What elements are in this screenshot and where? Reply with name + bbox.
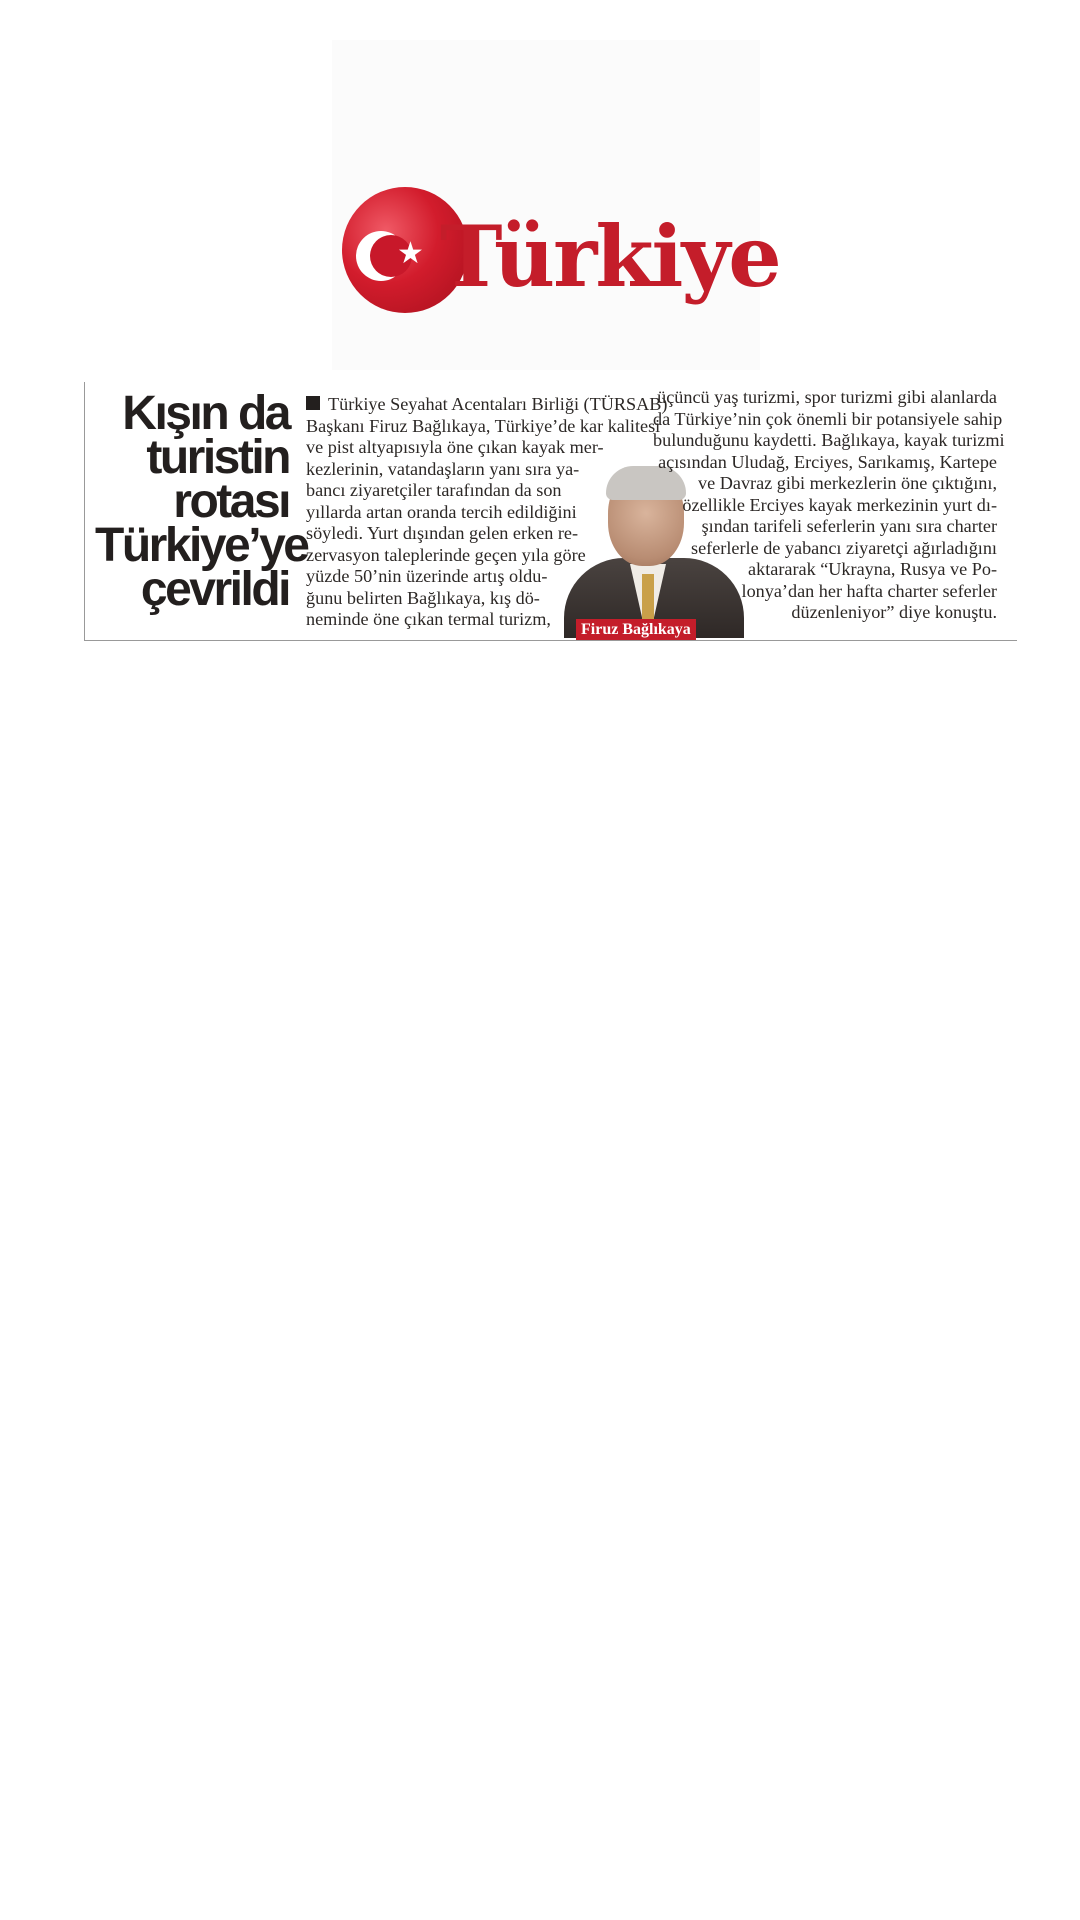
- bullet-square-icon: [306, 396, 320, 410]
- article-column-1: Türkiye Seyahat Acentaları Birliği (TÜRSAB) Başkanı Firuz Bağlıkaya, Türkiye’de kar kalitesi ve pist altyapısıyla öne çıkan kayak mer- kezlerinin, vatandaşların yanı sıra ya- bancı ziyaretçiler tarafından da son yıllarda artan oranda tercih edildiğini söyledi. Yurt dışından gelen erken re- zervasyon taleplerinde geçen yıla göre yüzde 50’nin üzerinde artış oldu- ğunu belirten Bağlıkaya, kış dö- neminde öne çıkan termal turizm,: [306, 394, 668, 629]
- star-icon: ★: [397, 236, 424, 271]
- logo-wordmark: Türkiye: [440, 207, 780, 306]
- turkiye-logo: [342, 187, 780, 325]
- article-headline: Kışın da turistin rotası Türkiye’ye çevrildi: [95, 387, 308, 616]
- masthead: [332, 40, 780, 370]
- article-column-2: üçüncü yaş turizmi, spor turizmi gibi alanlarda da Türkiye’nin çok önemli bir potansiyele sahip bulunduğunu kaydetti. Bağlıkaya, kayak turizmi açısından Uludağ, Erciyes, Sarıkamış, Kartepe ve Davraz gibi merkezlerin öne çıktığını, özellikle Erciyes kayak merkezinin yurt dı- şından tarifeli seferlerin yanı sıra charter seferlerle de yabancı ziyaretçi ağırladığını aktararak “Ukrayna, Rusya ve Po- lonya’dan her hafta charter seferler düzenleniyor” diye konuştu.: [653, 387, 1005, 622]
- news-article: [84, 382, 1017, 641]
- photo-caption: Firuz Bağlıkaya: [576, 619, 696, 640]
